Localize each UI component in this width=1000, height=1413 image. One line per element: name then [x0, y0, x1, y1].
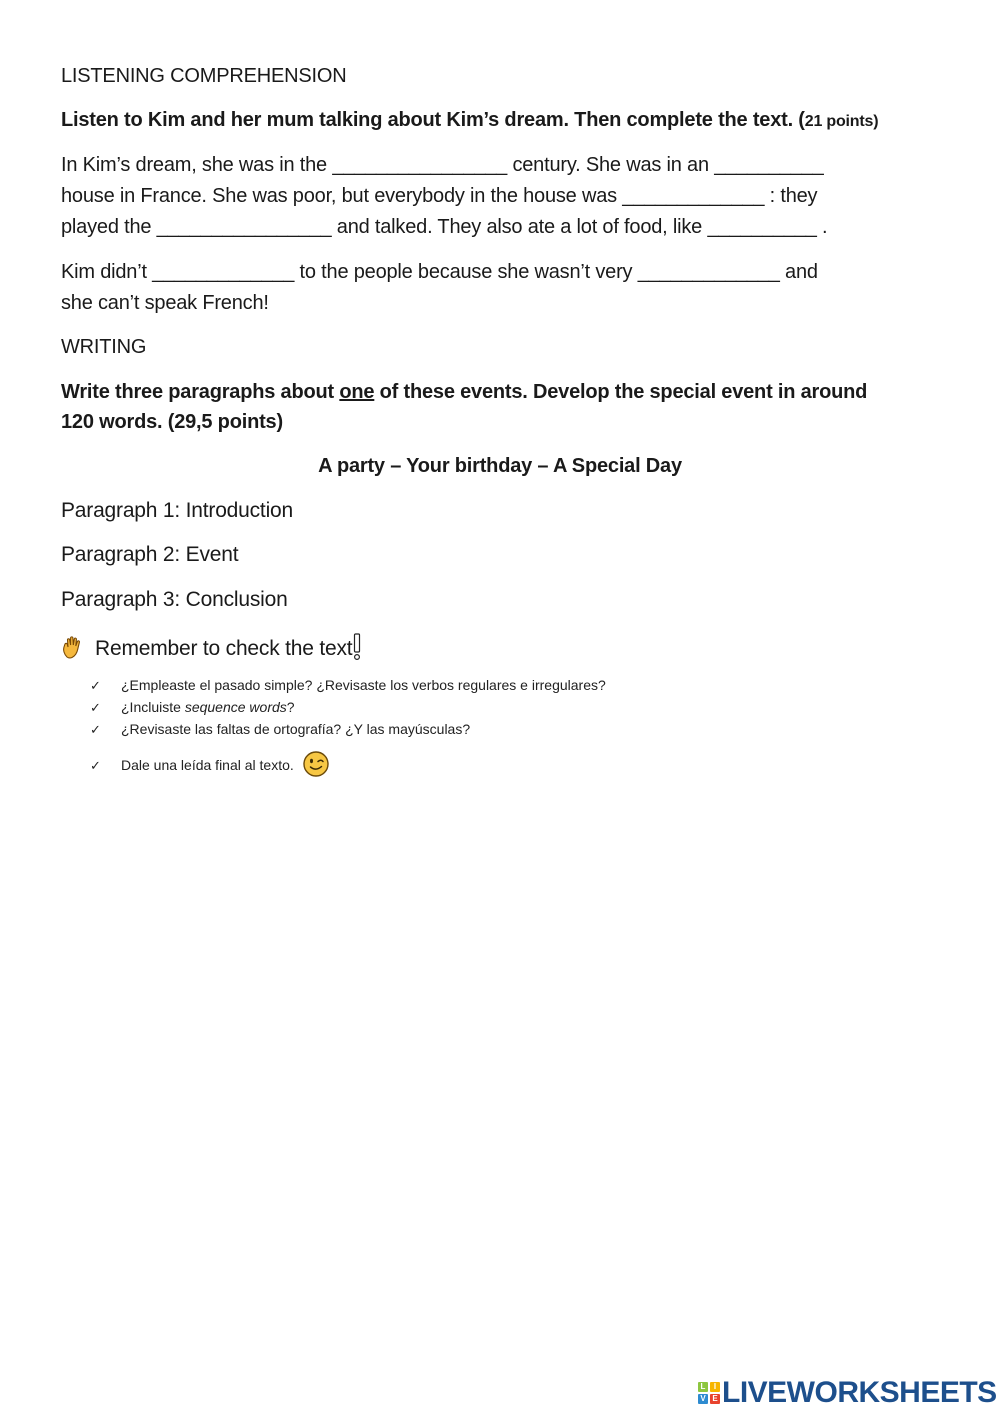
listening-instruction	[61, 107, 878, 135]
writing-heading: WRITING	[61, 336, 147, 358]
listening-points: 21 points)	[804, 113, 879, 130]
check-item-3	[90, 720, 470, 739]
paragraph-3-label: Paragraph 3: Conclusion	[61, 588, 288, 611]
gap-fill-line-2: house in France. She was poor, but everybody in the house was _____________ : they	[61, 185, 818, 207]
gap-fill-line-3: played the ________________ and talked. They also ate a lot of food, like __________ .	[61, 216, 828, 238]
reminder-line	[61, 633, 361, 662]
check-mark-icon: ✓	[90, 758, 101, 773]
logo-cell-v: V	[698, 1394, 708, 1404]
logo-cell-e: E	[710, 1394, 720, 1404]
paragraph-1-label: Paragraph 1: Introduction	[61, 499, 293, 522]
check-item-text: ¿Revisaste las faltas de ortografía? ¿Y las mayúsculas?	[121, 721, 471, 737]
paragraph-2-label: Paragraph 2: Event	[61, 543, 239, 566]
check-item-1	[90, 676, 606, 695]
check-item-4	[90, 750, 330, 778]
writing-instruction-line-2: 120 words. (29,5 points)	[61, 411, 283, 433]
check-item-text-italic: sequence words	[184, 699, 287, 715]
raised-hand-icon	[61, 635, 87, 659]
check-mark-icon: ✓	[90, 678, 101, 693]
check-mark-icon: ✓	[90, 722, 101, 737]
check-mark-icon: ✓	[90, 700, 101, 715]
writing-instruction-emphasis: one	[339, 381, 375, 403]
reminder-text: Remember to check the text	[95, 637, 353, 660]
logo-live-grid-icon	[698, 1382, 720, 1404]
logo-cell-l: L	[698, 1382, 708, 1392]
gap-fill-line-5: she can’t speak French!	[61, 292, 269, 314]
listening-instruction-text: Listen to Kim and her mum talking about Kim’s dream. Then complete the text. (	[61, 109, 805, 131]
check-item-text-post: ?	[286, 699, 295, 715]
gap-fill-line-1: In Kim’s dream, she was in the ________________ century. She was in an __________	[61, 154, 824, 176]
check-item-text: Dale una leída final al texto.	[121, 757, 294, 773]
logo-wordmark: LIVEWORKSHEETS	[722, 1376, 997, 1409]
writing-topics: A party – Your birthday – A Special Day	[318, 455, 682, 477]
exclamation-icon	[353, 633, 361, 661]
liveworksheets-logo	[698, 1378, 997, 1408]
writing-instruction-line-1	[61, 379, 867, 405]
gap-fill-line-4: Kim didn’t _____________ to the people because she wasn’t very _____________ and	[61, 261, 818, 283]
logo-cell-i: I	[710, 1382, 720, 1392]
writing-instruction-pre: Write three paragraphs about	[61, 381, 340, 403]
check-item-text	[121, 699, 295, 715]
check-item-text-pre: ¿Incluiste	[121, 699, 185, 715]
check-item-2	[90, 698, 295, 717]
writing-instruction-post: of these events. Develop the special event in around	[374, 381, 868, 403]
winking-face-icon	[302, 750, 330, 778]
check-item-text: ¿Empleaste el pasado simple? ¿Revisaste los verbos regulares e irregulares?	[121, 677, 606, 693]
listening-heading: LISTENING COMPREHENSION	[61, 65, 347, 87]
